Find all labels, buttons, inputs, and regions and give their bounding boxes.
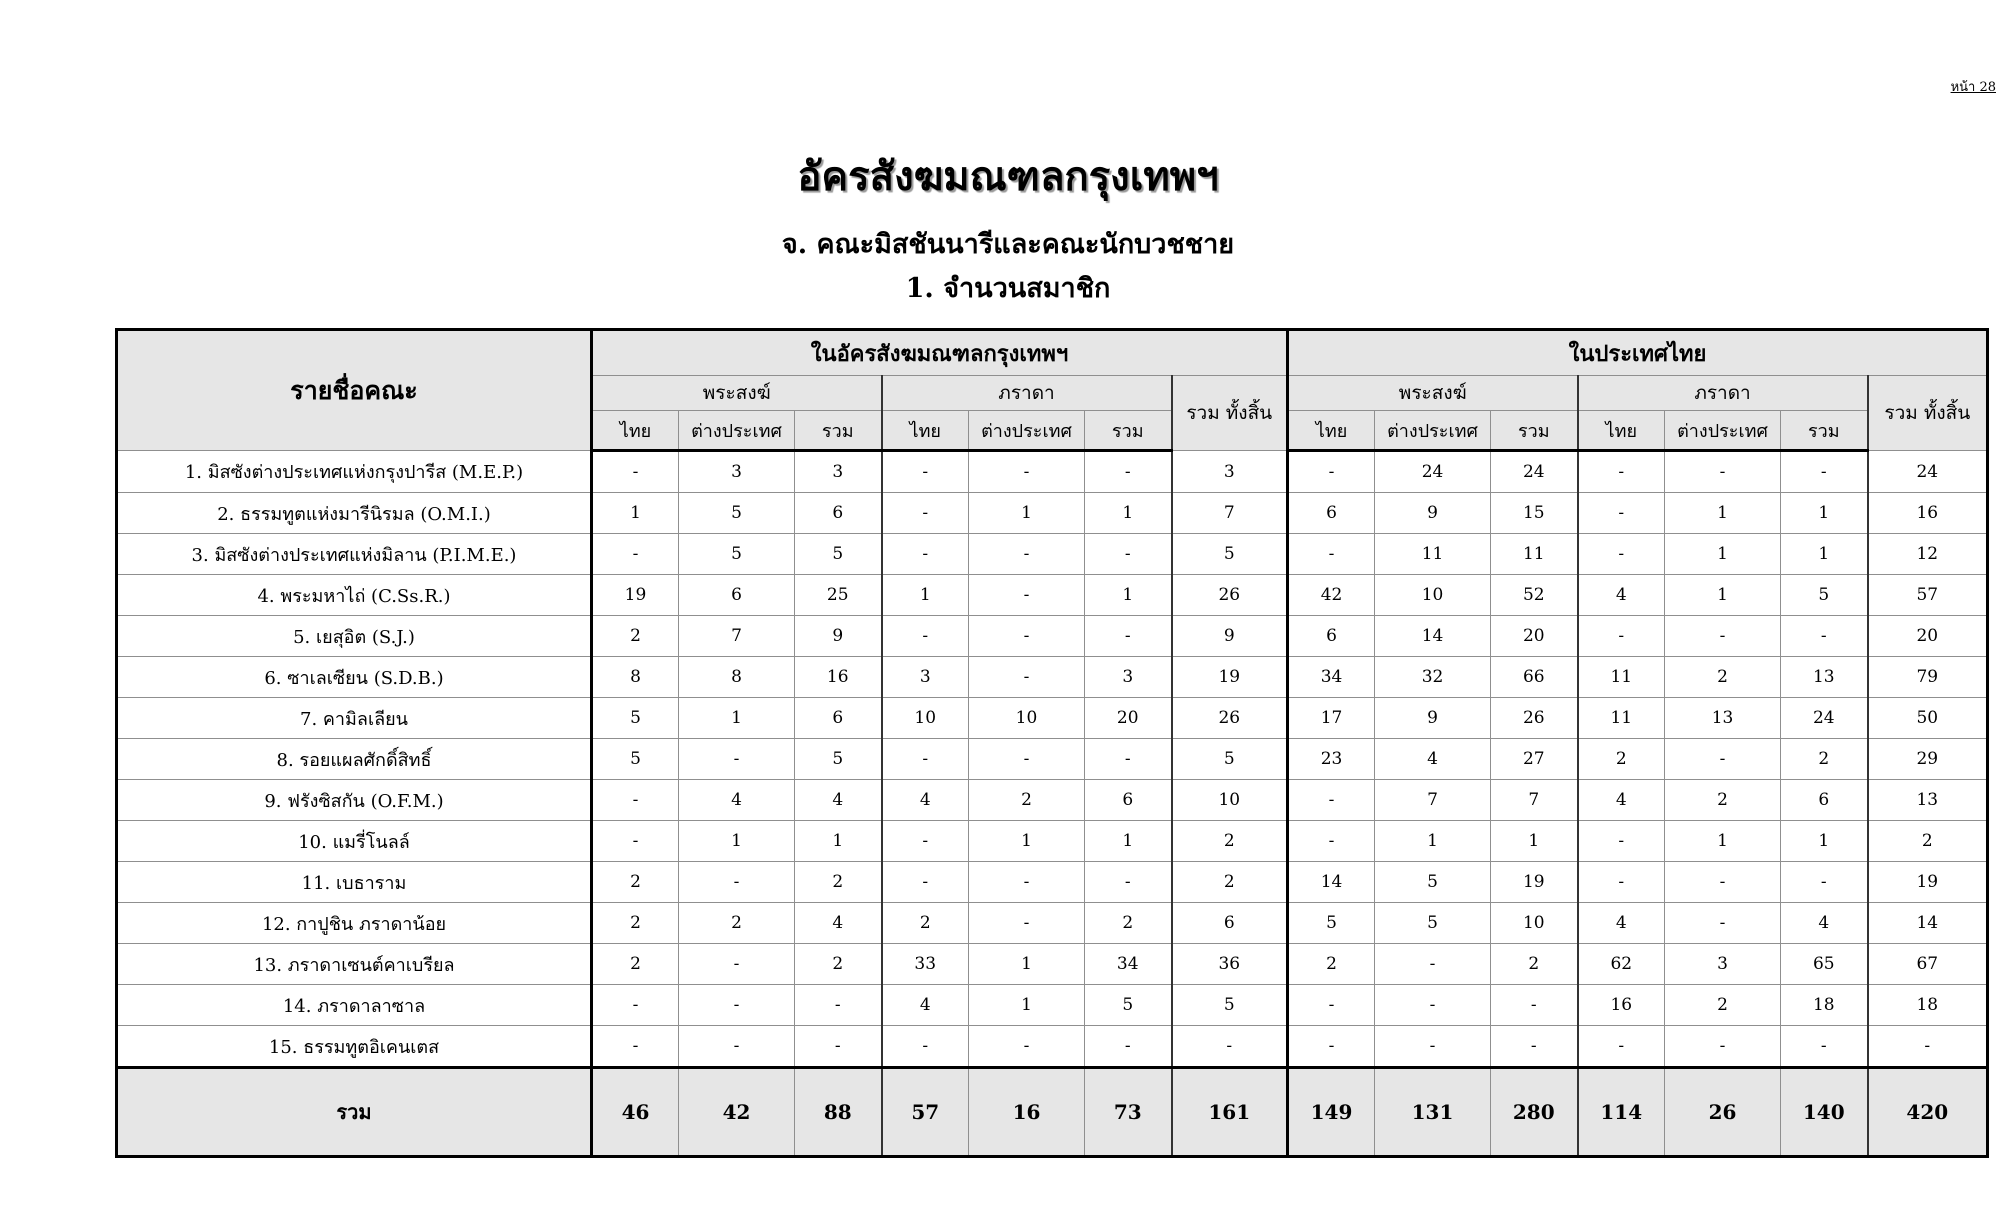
table-row: [117, 821, 1988, 862]
table-cell: 7: [1172, 493, 1288, 534]
table-cell: -: [679, 739, 795, 780]
table-cell: 280: [1491, 1068, 1578, 1157]
table-cell: -: [969, 657, 1085, 698]
order-name: 15. ธรรมทูตอิเคนเตส: [117, 1026, 592, 1068]
page-number: หน้า 28: [1950, 80, 1996, 95]
table-cell: 1: [882, 575, 969, 616]
table-row: [117, 616, 1988, 657]
table-cell: 9: [1375, 493, 1491, 534]
table-cell: 23: [1288, 739, 1375, 780]
table-cell: 5: [592, 698, 679, 739]
table-cell: 1: [1781, 534, 1868, 575]
order-name: 14. ภราดาลาซาล: [117, 985, 592, 1026]
table-cell: 1: [969, 493, 1085, 534]
table-cell: 5: [1375, 862, 1491, 903]
table-cell: 2: [1172, 862, 1288, 903]
header-thai-col: ไทย: [882, 411, 969, 451]
table-cell: 3: [795, 451, 882, 493]
table-row: [117, 698, 1988, 739]
table-cell: 18: [1868, 985, 1988, 1026]
table-cell: -: [592, 1026, 679, 1068]
table-cell: -: [882, 739, 969, 780]
table-cell: 11: [1491, 534, 1578, 575]
table-row: [117, 534, 1988, 575]
table-cell: 2: [679, 903, 795, 944]
table-cell: 1: [1665, 821, 1781, 862]
table-cell: 5: [795, 739, 882, 780]
table-cell: 2: [1491, 944, 1578, 985]
table-row: [117, 739, 1988, 780]
table-cell: 19: [1172, 657, 1288, 698]
table-cell: 114: [1578, 1068, 1665, 1157]
table-body: [117, 451, 1988, 1157]
table-cell: 8: [592, 657, 679, 698]
table-row: [117, 1026, 1988, 1068]
table-cell: 6: [795, 698, 882, 739]
table-cell: 2: [1288, 944, 1375, 985]
table-cell: -: [1288, 821, 1375, 862]
table-cell: 46: [592, 1068, 679, 1157]
order-name: 8. รอยแผลศักดิ์สิทธิ์: [117, 739, 592, 780]
table-cell: -: [679, 1026, 795, 1068]
header-total-col: รวม: [1085, 411, 1172, 451]
order-name: 5. เยสุอิต (S.J.): [117, 616, 592, 657]
table-cell: -: [882, 451, 969, 493]
header-total-col: รวม: [1491, 411, 1578, 451]
table-cell: 2: [1781, 739, 1868, 780]
table-cell: 34: [1085, 944, 1172, 985]
table-cell: 26: [1665, 1068, 1781, 1157]
table-cell: 1: [592, 493, 679, 534]
table-cell: 5: [592, 739, 679, 780]
header-bkk-priests: พระสงฆ์: [592, 376, 882, 411]
table-cell: 1: [969, 985, 1085, 1026]
table-cell: 6: [795, 493, 882, 534]
table-cell: 73: [1085, 1068, 1172, 1157]
table-cell: 12: [1868, 534, 1988, 575]
table-cell: 16: [795, 657, 882, 698]
table-cell: 52: [1491, 575, 1578, 616]
table-cell: -: [795, 1026, 882, 1068]
header-group-thailand: ในประเทศไทย: [1288, 330, 1988, 376]
table-cell: 6: [1781, 780, 1868, 821]
table-cell: 9: [1172, 616, 1288, 657]
table-cell: 2: [1665, 657, 1781, 698]
table-cell: 2: [882, 903, 969, 944]
table-cell: 13: [1868, 780, 1988, 821]
table-cell: 1: [795, 821, 882, 862]
table-cell: 5: [1172, 985, 1288, 1026]
table-cell: 4: [1578, 780, 1665, 821]
header-group-bangkok: ในอัครสังฆมณฑลกรุงเทพฯ: [592, 330, 1288, 376]
table-cell: 32: [1375, 657, 1491, 698]
table-row: [117, 780, 1988, 821]
order-name: 12. กาปูชิน ภราดาน้อย: [117, 903, 592, 944]
table-cell: 36: [1172, 944, 1288, 985]
table-cell: -: [1375, 985, 1491, 1026]
table-cell: 14: [1288, 862, 1375, 903]
table-cell: -: [969, 903, 1085, 944]
table-cell: 18: [1781, 985, 1868, 1026]
order-name: 4. พระมหาไถ่ (C.Ss.R.): [117, 575, 592, 616]
table-cell: 1: [1375, 821, 1491, 862]
table-cell: -: [1375, 1026, 1491, 1068]
table-cell: -: [969, 616, 1085, 657]
table-cell: 17: [1288, 698, 1375, 739]
table-cell: 15: [1491, 493, 1578, 534]
table-cell: 6: [1288, 493, 1375, 534]
table-cell: 4: [882, 780, 969, 821]
header-foreign-col: ต่างประเทศ: [679, 411, 795, 451]
table-cell: 2: [592, 616, 679, 657]
table-cell: 5: [1375, 903, 1491, 944]
table-cell: -: [795, 985, 882, 1026]
table-cell: -: [1781, 862, 1868, 903]
table-cell: 1: [1665, 493, 1781, 534]
table-cell: 161: [1172, 1068, 1288, 1157]
table-cell: 2: [795, 862, 882, 903]
table-cell: -: [969, 739, 1085, 780]
table-cell: 65: [1781, 944, 1868, 985]
table-cell: -: [1085, 862, 1172, 903]
table-cell: -: [1578, 1026, 1665, 1068]
table-cell: -: [969, 862, 1085, 903]
table-cell: -: [1288, 780, 1375, 821]
table-cell: 2: [1665, 780, 1781, 821]
table-cell: 14: [1868, 903, 1988, 944]
table-cell: 13: [1665, 698, 1781, 739]
table-cell: 6: [1085, 780, 1172, 821]
table-cell: -: [1781, 616, 1868, 657]
table-cell: 4: [1375, 739, 1491, 780]
table-cell: 16: [1868, 493, 1988, 534]
table-cell: 2: [795, 944, 882, 985]
table-cell: 149: [1288, 1068, 1375, 1157]
header-thai-priests: พระสงฆ์: [1288, 376, 1578, 411]
table-cell: -: [1491, 1026, 1578, 1068]
table-cell: 88: [795, 1068, 882, 1157]
table-cell: 3: [1172, 451, 1288, 493]
table-cell: -: [1375, 944, 1491, 985]
table-cell: 1: [679, 698, 795, 739]
table-cell: 50: [1868, 698, 1988, 739]
table-cell: -: [679, 862, 795, 903]
page-title: อัครสังฆมณฑลกรุงเทพฯ: [797, 153, 1219, 200]
table-row: [117, 493, 1988, 534]
table-cell: 4: [882, 985, 969, 1026]
table-row: [117, 944, 1988, 985]
table-cell: 1: [1665, 534, 1781, 575]
table-cell: -: [1578, 862, 1665, 903]
table-cell: 66: [1491, 657, 1578, 698]
table-cell: 9: [1375, 698, 1491, 739]
table-cell: 11: [1578, 657, 1665, 698]
table-cell: 26: [1491, 698, 1578, 739]
header-thai-grand-total: รวม ทั้งสิ้น: [1868, 376, 1988, 451]
table-cell: 24: [1375, 451, 1491, 493]
table-cell: 7: [679, 616, 795, 657]
table-cell: 26: [1172, 575, 1288, 616]
table-cell: -: [1665, 739, 1781, 780]
table-cell: 13: [1781, 657, 1868, 698]
table-cell: -: [882, 862, 969, 903]
table-cell: 1: [1085, 575, 1172, 616]
table-cell: -: [1665, 903, 1781, 944]
table-cell: 2: [592, 903, 679, 944]
total-row: [117, 1068, 1988, 1157]
table-cell: -: [1578, 493, 1665, 534]
table-cell: 4: [795, 903, 882, 944]
table-cell: -: [592, 985, 679, 1026]
table-cell: -: [1868, 1026, 1988, 1068]
header-thai-col: ไทย: [592, 411, 679, 451]
table-cell: 11: [1578, 698, 1665, 739]
members-table: [115, 328, 1989, 1158]
table-cell: 3: [1085, 657, 1172, 698]
table-cell: 4: [1781, 903, 1868, 944]
table-cell: 4: [1578, 903, 1665, 944]
order-name: 7. คามิลเลียน: [117, 698, 592, 739]
table-cell: 16: [1578, 985, 1665, 1026]
table-cell: 10: [1491, 903, 1578, 944]
table-cell: -: [969, 451, 1085, 493]
order-name: 1. มิสซังต่างประเทศแห่งกรุงปารีส (M.E.P.): [117, 451, 592, 493]
table-cell: -: [592, 821, 679, 862]
table-cell: -: [1172, 1026, 1288, 1068]
table-cell: 1: [1781, 493, 1868, 534]
table-cell: 79: [1868, 657, 1988, 698]
table-cell: 9: [795, 616, 882, 657]
table-cell: 57: [882, 1068, 969, 1157]
order-name: 9. ฟรังซิสกัน (O.F.M.): [117, 780, 592, 821]
table-cell: -: [1085, 534, 1172, 575]
table-cell: 67: [1868, 944, 1988, 985]
order-name: 6. ซาเลเซียน (S.D.B.): [117, 657, 592, 698]
table-cell: 7: [1491, 780, 1578, 821]
page-subtitle: จ. คณะมิสชันนารีและคณะนักบวชชาย: [781, 229, 1235, 260]
section-heading: 1. จำนวนสมาชิก: [905, 273, 1111, 304]
table-cell: -: [1288, 985, 1375, 1026]
table-cell: -: [1665, 451, 1781, 493]
table-cell: 24: [1868, 451, 1988, 493]
table-cell: 20: [1085, 698, 1172, 739]
table-cell: 2: [592, 862, 679, 903]
table-cell: 2: [1665, 985, 1781, 1026]
table-row: [117, 657, 1988, 698]
table-cell: 3: [882, 657, 969, 698]
table-cell: -: [592, 451, 679, 493]
table-cell: -: [882, 821, 969, 862]
table-cell: 1: [969, 944, 1085, 985]
table-cell: -: [1085, 739, 1172, 780]
order-name: 11. เบธาราม: [117, 862, 592, 903]
table-cell: -: [592, 534, 679, 575]
table-cell: 131: [1375, 1068, 1491, 1157]
table-cell: 29: [1868, 739, 1988, 780]
table-cell: -: [1578, 534, 1665, 575]
total-label: รวม: [117, 1068, 592, 1157]
header-thai-col: ไทย: [1578, 411, 1665, 451]
table-cell: 11: [1375, 534, 1491, 575]
header-bkk-brothers: ภราดา: [882, 376, 1172, 411]
table-cell: 14: [1375, 616, 1491, 657]
table-cell: 24: [1781, 698, 1868, 739]
table-row: [117, 575, 1988, 616]
table-cell: 1: [1085, 821, 1172, 862]
header-total-col: รวม: [795, 411, 882, 451]
table-cell: -: [1288, 1026, 1375, 1068]
table-cell: -: [882, 616, 969, 657]
table-row: [117, 985, 1988, 1026]
table-cell: 6: [679, 575, 795, 616]
table-cell: 2: [969, 780, 1085, 821]
table-cell: -: [1781, 451, 1868, 493]
table-cell: -: [882, 493, 969, 534]
table-cell: 5: [1085, 985, 1172, 1026]
table-cell: 6: [1288, 616, 1375, 657]
header-thai-brothers: ภราดา: [1578, 376, 1868, 411]
table-cell: 1: [969, 821, 1085, 862]
order-name: 10. แมรี่โนลล์: [117, 821, 592, 862]
table-row: [117, 862, 1988, 903]
table-cell: 5: [679, 493, 795, 534]
header-foreign-col: ต่างประเทศ: [969, 411, 1085, 451]
table-cell: -: [1085, 1026, 1172, 1068]
table-cell: 4: [1578, 575, 1665, 616]
table-cell: -: [679, 985, 795, 1026]
table-cell: 10: [882, 698, 969, 739]
table-cell: 7: [1375, 780, 1491, 821]
table-cell: 34: [1288, 657, 1375, 698]
table-cell: -: [969, 575, 1085, 616]
table-cell: 420: [1868, 1068, 1988, 1157]
table-cell: 1: [1781, 821, 1868, 862]
table-cell: -: [1085, 616, 1172, 657]
table-cell: 62: [1578, 944, 1665, 985]
table-cell: 2: [1868, 821, 1988, 862]
table-cell: 10: [1172, 780, 1288, 821]
table-cell: 10: [1375, 575, 1491, 616]
order-name: 13. ภราดาเซนต์คาเบรียล: [117, 944, 592, 985]
table-cell: 2: [1172, 821, 1288, 862]
table-cell: 2: [1578, 739, 1665, 780]
table-cell: 1: [1491, 821, 1578, 862]
table-cell: -: [969, 534, 1085, 575]
table-cell: -: [679, 944, 795, 985]
table-cell: 42: [679, 1068, 795, 1157]
table-cell: 33: [882, 944, 969, 985]
table-cell: 2: [592, 944, 679, 985]
order-name: 2. ธรรมทูตแห่งมารีนิรมล (O.M.I.): [117, 493, 592, 534]
header-foreign-col: ต่างประเทศ: [1375, 411, 1491, 451]
table-cell: 19: [1868, 862, 1988, 903]
table-cell: 26: [1172, 698, 1288, 739]
table-cell: 5: [1288, 903, 1375, 944]
table-cell: 20: [1491, 616, 1578, 657]
order-name: 3. มิสซังต่างประเทศแห่งมิลาน (P.I.M.E.): [117, 534, 592, 575]
table-cell: 3: [679, 451, 795, 493]
header-total-col: รวม: [1781, 411, 1868, 451]
table-cell: 19: [1491, 862, 1578, 903]
table-cell: 1: [679, 821, 795, 862]
table-cell: 1: [1665, 575, 1781, 616]
table-cell: 20: [1868, 616, 1988, 657]
table-row: [117, 903, 1988, 944]
table-cell: 5: [1172, 739, 1288, 780]
table-cell: -: [1491, 985, 1578, 1026]
table-cell: 16: [969, 1068, 1085, 1157]
table-cell: -: [1578, 821, 1665, 862]
header-thai-col: ไทย: [1288, 411, 1375, 451]
table-header: [117, 330, 1988, 451]
table-cell: 1: [1085, 493, 1172, 534]
table-cell: -: [1288, 534, 1375, 575]
table-cell: -: [592, 780, 679, 821]
table-cell: 42: [1288, 575, 1375, 616]
table-row: [117, 451, 1988, 493]
table-cell: 5: [1781, 575, 1868, 616]
table-cell: 4: [679, 780, 795, 821]
table-cell: 140: [1781, 1068, 1868, 1157]
table-cell: 19: [592, 575, 679, 616]
table-cell: 24: [1491, 451, 1578, 493]
table-cell: -: [1665, 862, 1781, 903]
table-cell: -: [1578, 616, 1665, 657]
table-cell: -: [1665, 1026, 1781, 1068]
table-cell: -: [882, 1026, 969, 1068]
table-cell: 5: [1172, 534, 1288, 575]
table-cell: -: [1781, 1026, 1868, 1068]
table-cell: -: [882, 534, 969, 575]
table-cell: 5: [795, 534, 882, 575]
table-cell: 57: [1868, 575, 1988, 616]
header-foreign-col: ต่างประเทศ: [1665, 411, 1781, 451]
table-cell: 6: [1172, 903, 1288, 944]
table-cell: 8: [679, 657, 795, 698]
header-bkk-grand-total: รวม ทั้งสิ้น: [1172, 376, 1288, 451]
table-cell: 4: [795, 780, 882, 821]
table-cell: 27: [1491, 739, 1578, 780]
table-cell: -: [1085, 451, 1172, 493]
table-cell: 3: [1665, 944, 1781, 985]
table-cell: -: [1665, 616, 1781, 657]
table-cell: -: [1578, 451, 1665, 493]
table-cell: 10: [969, 698, 1085, 739]
table-cell: -: [969, 1026, 1085, 1068]
table-cell: 2: [1085, 903, 1172, 944]
table-cell: 25: [795, 575, 882, 616]
table-cell: 5: [679, 534, 795, 575]
header-order-name: รายชื่อคณะ: [117, 330, 592, 451]
table-cell: -: [1288, 451, 1375, 493]
